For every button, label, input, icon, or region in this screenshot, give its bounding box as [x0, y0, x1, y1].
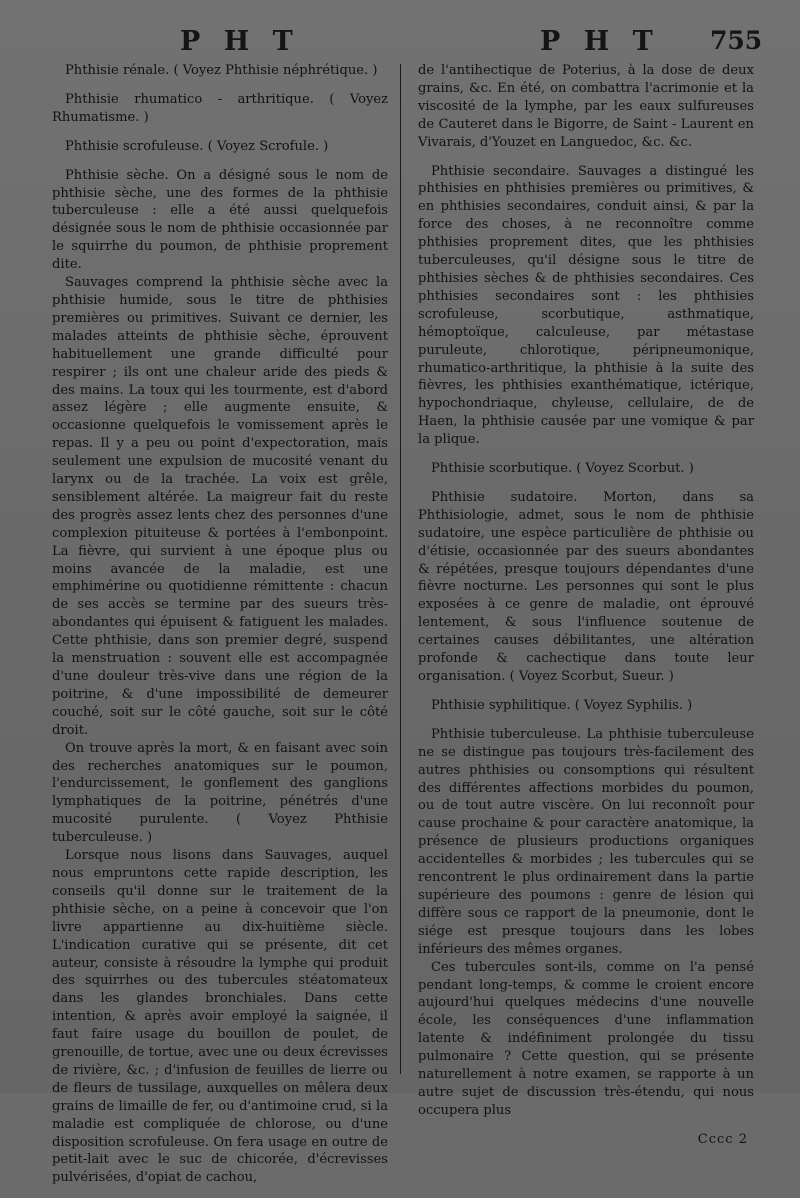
page-number: 755 — [710, 26, 763, 55]
paragraph: Phthisie scrofuleuse. ( Voyez Scrofule. ) — [65, 138, 329, 154]
column-divider — [400, 64, 401, 1074]
entry-phthisie-scrofuleuse — [52, 138, 388, 156]
paragraph: Phthisie syphilitique. ( Voyez Syphilis. ) — [431, 697, 693, 713]
entry-phthisie-renale — [52, 62, 388, 80]
paragraph: Sauvages comprend la phthisie sèche avec la phthisie humide, sous le titre de phthisies premières ou primitives. Suivant ce dernier, les malades atteints de phthisie sèche, éprouvent habituellement une grande difficulté pour respirer ; ils ont une chaleur aride des pieds & des mains. La toux qui les tourmente, est d'abord assez légère ; elle augmente ensuite, & occasionne quelquefois le vomissement après le repas. Il y a peu ou point d'expectoration, mais seulement une expulsion de mucosité venant du larynx ou de la trachée. La voix est grêle, sensiblement altérée. La maigreur fait du reste des progrès assez lents chez des personnes d'une complexion pituiteuse & portées à l'embonpoint. La fièvre, qui survient à une époque plus ou moins avancée de la maladie, est une emphimérine ou quotidienne rémittente : chacun de ses accès se termine par des sueurs très-abondantes qui épuisent & fatiguent les malades. Cette phthisie, dans son premier degré, suspend la menstruation : souvent elle est accompagnée d'une douleur très-vive dans une région de la poitrine, & d'une impossibilité de demeurer couché, soit sur le côté gauche, soit sur le côté droit. — [52, 275, 388, 738]
paragraph: Phthisie scorbutique. ( Voyez Scorbut. ) — [431, 461, 694, 477]
page-header — [0, 22, 800, 62]
entry-phthisie-tuberculeuse — [418, 726, 754, 1120]
entry-phthisie-secondaire — [418, 163, 754, 450]
entry-phthisie-rhumatico-arthritique — [52, 91, 388, 127]
entry-phthisie-sudatoire — [418, 489, 754, 686]
paragraph: Phthisie sèche. On a désigné sous le nom de phthisie sèche, une des formes de la phthisie tuberculeuse : elle a été aussi quelquefois désignée sous le nom de phthisie occasionnée par le squirrhe du poumon, de phthisie proprement dite. — [52, 167, 388, 273]
entry-phthisie-syphilitique — [418, 697, 754, 715]
entry-phthisie-scorbutique — [418, 460, 754, 478]
paragraph: Phthisie sudatoire. Morton, dans sa Phthisiologie, admet, sous le nom de phthisie sudatoire, une espèce particulière de phthisie ou d'étisie, occasionnée par des sueurs abondantes & répétées, presque toujours dépendantes d'une fièvre nocturne. Les personnes qui sont le plus exposées à ce genre de maladie, ont éprouvé lentement, & sous l'influence soutenue de certaines causes débilitantes, une altération profonde & cachectique dans toute leur organisation. ( Voyez Scorbut, Sueur. ) — [418, 489, 754, 684]
running-head-left: P H T — [180, 26, 300, 57]
paragraph: Phthisie rénale. ( Voyez Phthisie néphrétique. ) — [65, 63, 378, 78]
paragraph: On trouve après la mort, & en faisant avec soin des recherches anatomiques sur le poumon, l'endurcissement, le gonflement des ganglions lymphatiques de la poitrine, pénétrés d'une mucosité purulente. ( Voyez Phthisie tuberculeuse. ) — [52, 740, 388, 846]
entry-continuation — [418, 62, 754, 152]
paragraph: Ces tubercules sont-ils, comme on l'a pensé pendant long-temps, & comme le croient encore aujourd'hui quelques médecins d'une nouvelle école, les conséquences d'une inflammation latente & indéfiniment prolongée du tissu pulmonaire ? Cette question, qui se présente naturellement à notre examen, se rapporte à un autre sujet de discussion très-étendu, qui nous occupera plus — [418, 959, 754, 1118]
paragraph: Lorsque nous lisons dans Sauvages, auquel nous empruntons cette rapide description, les conseils qu'il donne sur le traitement de la phthisie sèche, on a peine à concevoir que l'on livre appartienne au dix-huitième siècle. L'indication curative qui se présente, dit cet auteur, consiste à résoudre la lymphe qui produit des squirrhes ou des tubercules stéatomateux dans les glandes bronchiales. Dans cette intention, & après avoir employé la saignée, il faut faire usage du bouillon de poulet, de grenouille, de tortue, avec une ou deux écrevisses de rivière, &c. ; d'infusion de feuilles de lierre ou de fleurs de tussilage, auxquelles on mêlera deux grains de limaille de fer, ou d'antimoine crud, si la maladie est compliquée de chlorose, ou d'une disposition scrofuleuse. On fera usage en outre de petit-lait avec le suc de chicorée, d'écrevisses pulvérisées, d'opiat de cachou, — [52, 848, 388, 1186]
right-column — [418, 62, 754, 1149]
paragraph: de l'antihectique de Poterius, à la dose de deux grains, &c. En été, on combattra l'acrimonie et la viscosité de la lymphe, par les eaux sulfureuses de Cauteret dans le Bigorre, de Saint - Laurent en Vivarais, d'Youzet en Languedoc, &c. &c. — [418, 63, 754, 150]
running-head-right: P H T — [540, 26, 660, 57]
entry-phthisie-seche — [52, 167, 388, 1188]
left-column — [52, 62, 388, 1198]
paragraph: Phthisie rhumatico - arthritique. ( Voyez Rhumatisme. ) — [52, 91, 388, 125]
signature-mark: Cccc 2 — [697, 1131, 748, 1147]
paragraph: Phthisie secondaire. Sauvages a distingué les phthisies en phthisies premières ou primitives, & en phthisies secondaires, conduit ainsi, & par la force des choses, à ne reconnoître comme phthisies proprement dites, que les phthisies tuberculeuses, qu'il désigne sous le titre de phthisies sèches & de phthisies secondaires. Ces phthisies secondaires sont : les phthisies scrofuleuse, scorbutique, asthmatique, hémoptoïque, calculeuse, par métastase puruleute, chlorotique, péripneumonique, rhumatico-arthritique, la phthisie à la suite des fièvres, les phthisies exanthématique, ictérique, hypochondriaque, chyleuse, cellulaire, de de Haen, la phthisie causée par une vomique & par la plique. — [418, 163, 754, 448]
paragraph: Phthisie tuberculeuse. La phthisie tuberculeuse ne se distingue pas toujours très-facilement des autres phthisies ou consomptions qui résultent des différentes affections morbides du poumon, ou de tout autre viscère. On lui reconnoît pour cause prochaine & pour caractère anatomique, la présence de plusieurs productions organiques accidentelles & morbides ; les tubercules qui se rencontrent le plus ordinairement dans la partie supérieure des poumons : genre de lésion qui diffère sous ce rapport de la pneumonie, dont le siége est presque toujours dans les lobes inférieurs des mêmes organes. — [418, 726, 754, 957]
